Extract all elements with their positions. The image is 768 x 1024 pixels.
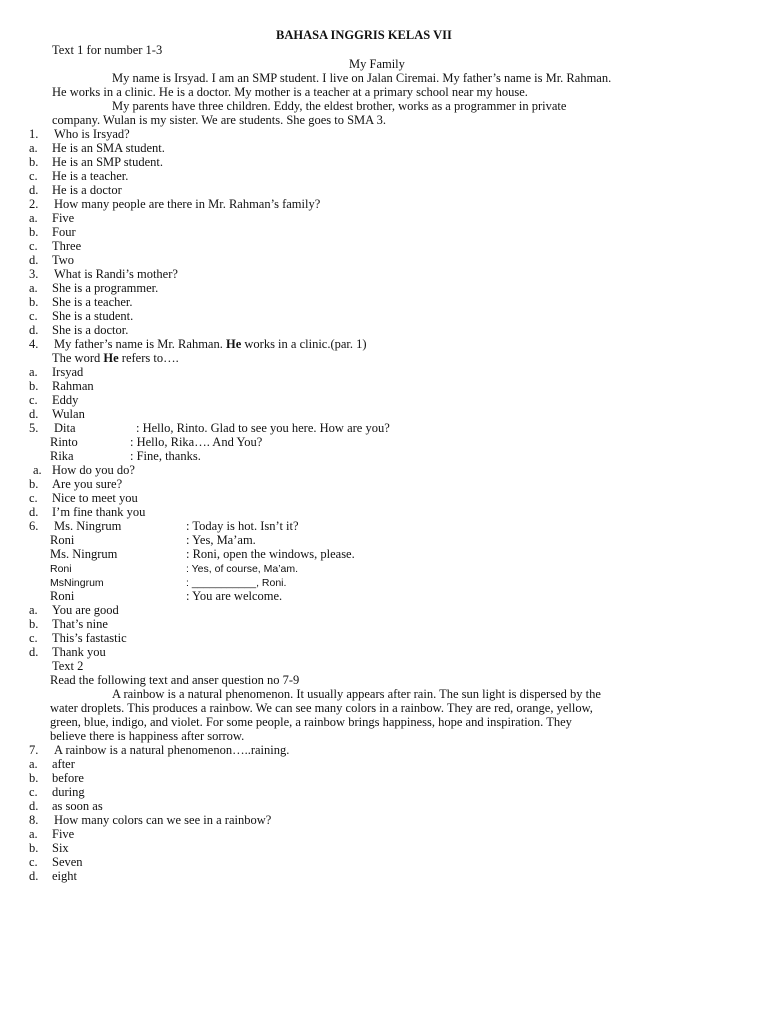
option-label: b. (29, 295, 39, 309)
option-label: d. (29, 645, 39, 659)
dialog-line: : Roni, open the windows, please. (186, 547, 355, 561)
dialog-speaker: Roni (50, 563, 72, 575)
option-text: I’m fine thank you (52, 505, 146, 519)
option-text: He is a doctor (52, 183, 122, 197)
option-text: She is a programmer. (52, 281, 159, 295)
dialog-speaker: Roni (50, 533, 75, 547)
option-label: d. (29, 505, 39, 519)
question-number: 1. (29, 127, 39, 141)
option-label: a. (29, 365, 38, 379)
question-number: 5. (29, 421, 39, 435)
option-text: She is a teacher. (52, 295, 133, 309)
dialog-line: : Hello, Rika…. And You? (130, 435, 263, 449)
option-text: Five (52, 211, 75, 225)
option-text: Five (52, 827, 75, 841)
option-label: a. (33, 463, 42, 477)
option-label: b. (29, 617, 39, 631)
text1-line: He works in a clinic. He is a doctor. My mother is a teacher at a primary school near my house. (52, 85, 528, 99)
option-text: Seven (52, 855, 83, 869)
option-text: Eddy (52, 393, 79, 407)
option-label: b. (29, 771, 39, 785)
dialog-line: : ___________, Roni. (186, 577, 287, 589)
option-label: a. (29, 141, 38, 155)
option-text: Four (52, 225, 76, 239)
dialog-speaker: Rika (50, 449, 74, 463)
option-text: That’s nine (52, 617, 108, 631)
option-text: Three (52, 239, 82, 253)
question-text-part: refers to…. (118, 351, 179, 365)
text1-line: My name is Irsyad. I am an SMP student. I live on Jalan Ciremai. My father’s name is Mr. Rahman. (112, 71, 612, 85)
option-text: She is a doctor. (52, 323, 129, 337)
option-label: d. (29, 799, 39, 813)
option-label: c. (29, 169, 38, 183)
option-label: a. (29, 281, 38, 295)
dialog-line: : Yes, Ma’am. (186, 533, 256, 547)
option-text: eight (52, 869, 77, 883)
option-text: How do you do? (52, 463, 135, 477)
option-label: a. (29, 603, 38, 617)
option-label: c. (29, 785, 38, 799)
text2-line: green, blue, indigo, and violet. For some people, a rainbow brings happiness, hope and inspiration. They (50, 715, 572, 729)
text1-title: My Family (349, 57, 405, 71)
text2-label: Text 2 (52, 659, 84, 673)
option-text: You are good (52, 603, 119, 617)
option-label: b. (29, 841, 39, 855)
dialog-line: : Fine, thanks. (130, 449, 201, 463)
dialog-speaker: Ms. Ningrum (50, 547, 118, 561)
question-text-part: works in a clinic.(par. 1) (241, 337, 367, 351)
dialog-speaker: MsNingrum (50, 577, 104, 589)
question-text-bold: He (225, 337, 242, 351)
option-text: Six (52, 841, 69, 855)
option-label: a. (29, 827, 38, 841)
dialog-speaker: Roni (50, 589, 75, 603)
option-label: c. (29, 491, 38, 505)
option-label: b. (29, 477, 39, 491)
option-text: during (52, 785, 85, 799)
option-text: She is a student. (52, 309, 134, 323)
question-number: 3. (29, 267, 39, 281)
text2-instruction: Read the following text and anser question no 7-9 (50, 673, 300, 687)
text1-line: My parents have three children. Eddy, the eldest brother, works as a programmer in private (112, 99, 567, 113)
question-text (54, 337, 367, 351)
text1-line: company. Wulan is my sister. We are students. She goes to SMA 3. (52, 113, 386, 127)
dialog-speaker: Rinto (50, 435, 78, 449)
question-subtext (52, 351, 179, 365)
option-text: He is an SMP student. (52, 155, 163, 169)
dialog-line: : You are welcome. (186, 589, 283, 603)
question-text-part: The word (52, 351, 104, 365)
question-text-part: My father’s name is Mr. Rahman. (54, 337, 226, 351)
option-text: Nice to meet you (52, 491, 138, 505)
option-text: as soon as (52, 799, 103, 813)
option-text: Thank you (52, 645, 106, 659)
option-text: He is an SMA student. (52, 141, 165, 155)
text2-line: believe there is happiness after sorrow. (50, 729, 245, 743)
question-number: 4. (29, 337, 39, 351)
option-label: a. (29, 211, 38, 225)
page-title: BAHASA INGGRIS KELAS VII (276, 28, 452, 42)
option-label: b. (29, 225, 39, 239)
option-label: b. (29, 379, 39, 393)
option-label: c. (29, 631, 38, 645)
question-text-bold: He (103, 351, 119, 365)
question-text: How many people are there in Mr. Rahman’s family? (54, 197, 321, 211)
question-text: Who is Irsyad? (54, 127, 130, 141)
text2-line: A rainbow is a natural phenomenon. It usually appears after rain. The sun light is dispersed by the (112, 687, 601, 701)
option-text: Two (52, 253, 75, 267)
dialog-line: : Today is hot. Isn’t it? (186, 519, 299, 533)
option-text: Irsyad (52, 365, 84, 379)
question-number: 6. (29, 519, 39, 533)
option-label: c. (29, 393, 38, 407)
option-label: d. (29, 407, 39, 421)
option-text: This’s fastastic (52, 631, 127, 645)
option-text: after (52, 757, 75, 771)
option-label: b. (29, 155, 39, 169)
text2-line: water droplets. This produces a rainbow. We can see many colors in a rainbow. They are red, orange, yellow, (50, 701, 593, 715)
option-label: d. (29, 869, 39, 883)
option-label: d. (29, 323, 39, 337)
dialog-line: : Yes, of course, Ma’am. (186, 563, 299, 575)
question-number: 2. (29, 197, 39, 211)
option-label: a. (29, 757, 38, 771)
question-text: How many colors can we see in a rainbow? (54, 813, 272, 827)
question-text: A rainbow is a natural phenomenon…..raining. (54, 743, 290, 757)
dialog-speaker: Dita (54, 421, 76, 435)
option-label: c. (29, 855, 38, 869)
question-number: 7. (29, 743, 39, 757)
question-text: What is Randi’s mother? (54, 267, 178, 281)
option-text: Wulan (52, 407, 85, 421)
option-label: c. (29, 309, 38, 323)
option-text: Are you sure? (52, 477, 123, 491)
dialog-line: : Hello, Rinto. Glad to see you here. How are you? (136, 421, 390, 435)
text1-intro: Text 1 for number 1-3 (52, 43, 163, 57)
option-label: d. (29, 183, 39, 197)
option-text: Rahman (52, 379, 94, 393)
question-number: 8. (29, 813, 39, 827)
option-label: c. (29, 239, 38, 253)
option-text: He is a teacher. (52, 169, 129, 183)
dialog-speaker: Ms. Ningrum (54, 519, 122, 533)
option-text: before (52, 771, 84, 785)
option-label: d. (29, 253, 39, 267)
